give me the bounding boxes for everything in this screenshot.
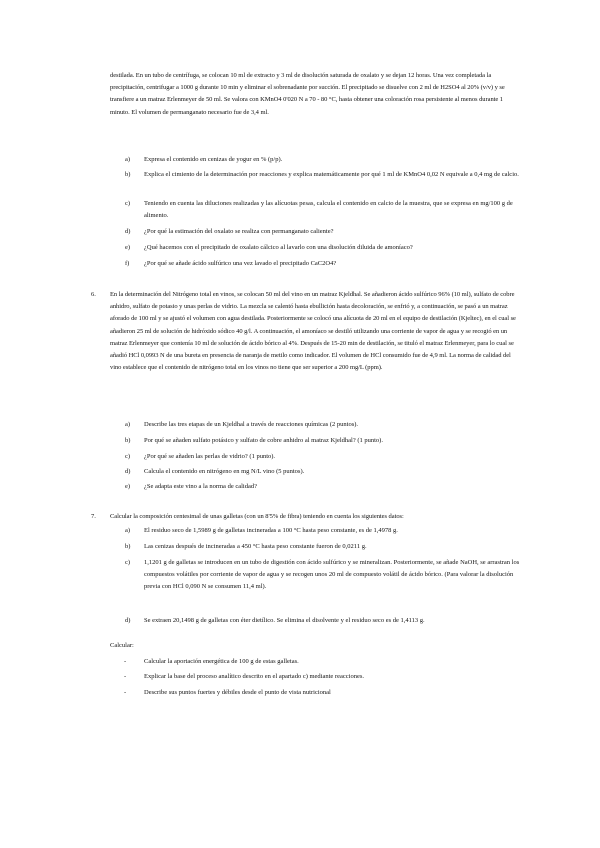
q7-number: 7. <box>91 513 96 520</box>
q6-item-b-text: Por qué se añaden sulfato potásico y sulfato de cobre anhidro al matraz Kjeldhal? (1 punto). <box>144 437 383 444</box>
q5-item-f-label: f) <box>125 260 130 267</box>
q6-item-b-label: b) <box>125 437 131 444</box>
q7-item-c-text: 1,1201 g de galletas se introducen en un tubo de digestión con ácido sulfúrico y se mineralizan. Posteriormente, se añade NaOH, se arrastran los compuestos volátiles por corriente de vapor de agua y se recogen unos 20 ml de compuesto volátil de ácido bórico. (Para valorar la disolución previa con HCl 0,090 N se consumen 11,4 ml). <box>144 559 520 591</box>
q5-item-e-text: ¿Qué hacemos con el precipitado de oxalato cálcico al lavarlo con una disolución diluida de amoníaco? <box>144 244 413 251</box>
q6-item-d-label: d) <box>125 468 131 475</box>
q7-item-a-label: a) <box>125 527 131 534</box>
q5-item-f-text: ¿Por qué se añade ácido sulfúrico una vez lavado el precipitado CaC2O4? <box>144 260 337 267</box>
q5-item-b-text: Explica el cimiento de la determinación por reacciones y explica matemáticamente por qué 1 ml de KMnO4 0,02 N equivale a 0,4 mg de calcio. <box>144 171 519 178</box>
q5-item-d-text: ¿Por qué la estimación del oxalato se realiza con permanganato caliente? <box>144 228 334 235</box>
q5-item-e-label: e) <box>125 244 131 251</box>
bullet-1-text: Calcular la aportación energética de 100 g de estas galletas. <box>144 658 299 665</box>
q6-number: 6. <box>91 291 96 298</box>
intro-paragraph: destilada. En un tubo de centrífuga, se colocan 10 ml de extracto y 3 ml de disolución saturada de oxalato y se dejan 12 horas. Una vez completada la precipitación, centrifugar a 1000 g durante 10 min y eliminar el sobrenadante por succión. El precipitado se disuelve con 2 ml de H2SO4 al 20% (v/v) y se transfiere a un matraz Erlenmeyer de 50 ml. Se valora con KMnO4 0'020 N a 70 - 80 °C, hasta obtener una coloración rosa persistente al menos durante 1 minuto. El volumen de permanganato necesario fue de 3,4 ml. <box>110 72 505 116</box>
q6-item-d-text: Calcula el contenido en nitrógeno en mg N/L vino (5 puntos). <box>144 468 305 475</box>
bullet-2-mark: - <box>124 673 127 680</box>
q5-item-b-label: b) <box>125 171 131 178</box>
q7-paragraph: Calcular la composición centesimal de unas galletas (con un 8'5% de fibra) teniendo en cuenta los siguientes datos: <box>110 513 404 520</box>
q5-item-d-label: d) <box>125 228 131 235</box>
q5-item-c-label: c) <box>125 200 131 207</box>
q5-item-c-text: Teniendo en cuenta las diluciones realizadas y las alícuotas pesas, calcula el contenido en calcio de la muestra, que se expresa en mg/100 g de alimento. <box>144 200 513 220</box>
q6-paragraph: En la determinación del Nitrógeno total en vinos, se colocan 50 ml del vino en un matraz Kjeldhal. Se añadieron ácido sulfúrico 96% (10 ml), sulfato de cobre anhidro, sulfato de potasio y unas perlas de vidrio. La mezcla se calentó hasta ebullición hasta decoloración, se enfrió y, a continuación, se pasó a un matraz aforado de 100 ml y se ajustó el volumen con agua destilada. Posteriormente se colocó una alícuota de 20 ml en el equipo de destilación (Kjeltec), en el cual se añadieron 25 ml de solución de hidróxido sódico 40 g/l. A continuación, el amoníaco se destiló utilizando una corriente de vapor de agua y se recogió en un matraz Erlenmeyer que contenía 10 ml de solución de ácido bórico al 4%. Después de 15-20 min de destilación, se tituló el matraz Erlenmeyer, para lo cual se añadió HCl 0,0993 N de una bureta en presencia de naranja de metilo como indicador. El volumen de HCl consumido fue de 4,9 ml. La norma de calidad del vino establece que el contenido de nitrógeno total en los vinos no tiene que ser superior a 200 mg/L (ppm). <box>110 291 516 372</box>
q6-item-e-label: e) <box>125 483 131 490</box>
q7-item-b-text: Las cenizas después de incineradas a 450 °C hasta peso constante fueron de 0,0211 g. <box>144 543 367 550</box>
bullet-3-text: Describe sus puntos fuertes y débiles desde el punto de vista nutricional <box>144 689 331 696</box>
q6-item-a-label: a) <box>125 421 131 428</box>
bullet-3-mark: - <box>124 689 127 696</box>
q5-item-a-label: a) <box>125 156 131 163</box>
bullet-2-text: Explicar la base del proceso analítico descrito en el apartado c) mediante reacciones. <box>144 673 364 680</box>
q6-item-e-text: ¿Se adapta este vino a la norma de calidad? <box>144 483 257 490</box>
calcular-label: Calcular: <box>110 642 134 649</box>
q7-item-d-label: d) <box>125 617 131 624</box>
q6-item-c-text: ¿Por qué se añaden las perlas de vidrio? (1 punto). <box>144 453 276 460</box>
q7-item-a-text: El residuo seco de 1,5989 g de galletas incineradas a 100 °C hasta peso constante, es de 1,4978 g. <box>144 527 398 534</box>
q7-item-c-label: c) <box>125 559 131 566</box>
q6-item-a-text: Describe las tres etapas de un Kjeldhal a través de reacciones químicas (2 puntos). <box>144 421 359 428</box>
bullet-1-mark: - <box>124 658 127 665</box>
q7-item-d-text: Se extraen 20,1498 g de galletas con éter dietílico. Se elimina el disolvente y el residuo seco es de 1,4113 g. <box>144 617 425 624</box>
q5-item-a-text: Expresa el contenido en cenizas de yogur en % (p/p). <box>144 156 283 163</box>
q6-item-c-label: c) <box>125 453 131 460</box>
q7-item-b-label: b) <box>125 543 131 550</box>
